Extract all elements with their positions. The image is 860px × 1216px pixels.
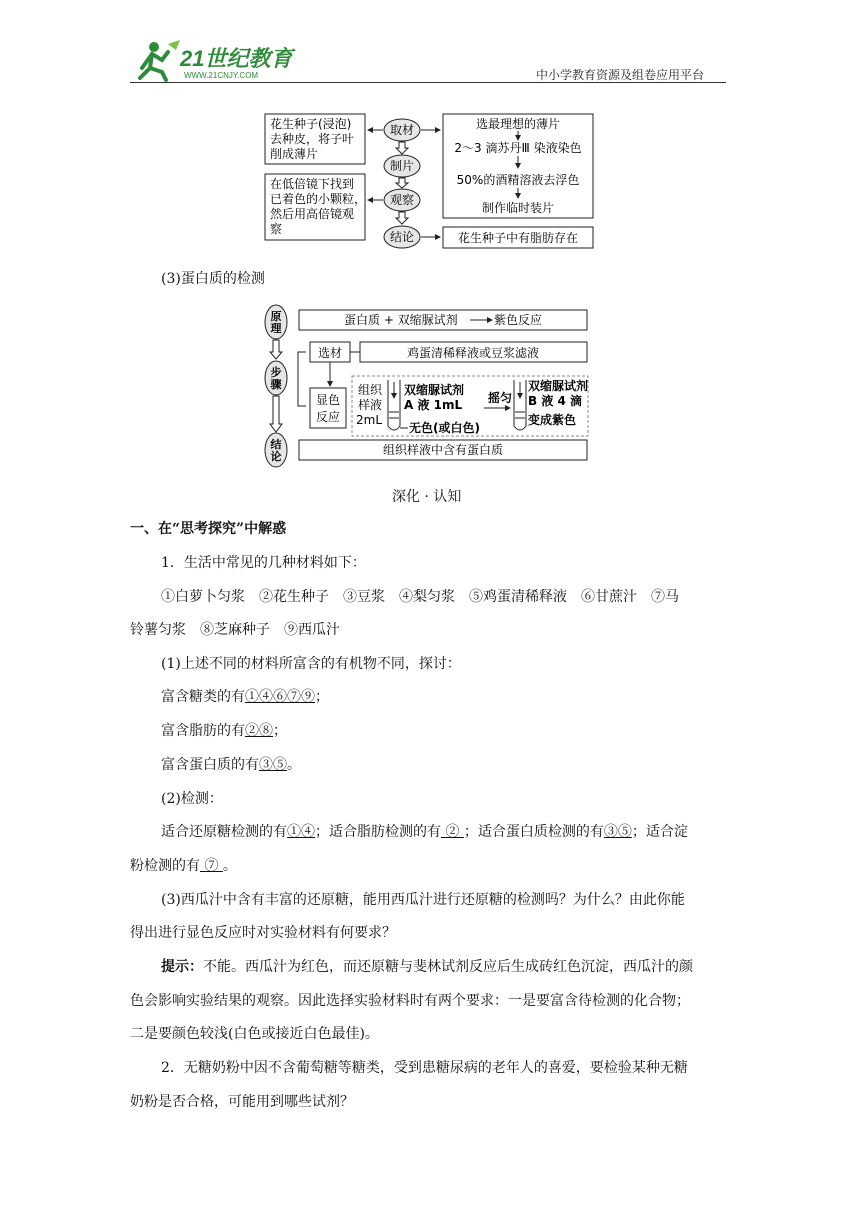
left-box1-line2: 去种皮，将子叶	[270, 132, 355, 146]
svg-text:WWW.21CNJY.COM: WWW.21CNJY.COM	[184, 71, 259, 80]
fat-conclusion: 花生种子中有脂肪存在	[457, 231, 579, 245]
left-box2-line2: 已着色的小颗粒，	[270, 192, 367, 206]
hint-line-3: 二是要颜色较浅(白色或接近白色最佳)。	[130, 1026, 379, 1042]
site-logo	[132, 38, 302, 82]
sugar-line: 富含糖类的有①④⑥⑦⑨；	[161, 689, 329, 705]
protein-answer: ③⑤	[259, 757, 287, 773]
protein-line: 富含蛋白质的有③⑤。	[161, 757, 301, 773]
side-conclusion-2: 论	[270, 450, 282, 463]
right-step-1: 选最理想的薄片	[475, 117, 561, 131]
right-step-4: 制作临时装片	[481, 201, 555, 215]
step-conclude: 结论	[389, 230, 415, 244]
left-box1-line1: 花生种子(浸泡)	[270, 117, 352, 131]
question-1c-1: (3)西瓜汁中含有丰富的还原糖，能用西瓜汁进行还原糖的检测吗？为什么？由此你能	[161, 892, 685, 908]
left-box1-line3: 削成薄片	[270, 147, 319, 161]
fat-detection-diagram	[262, 112, 598, 252]
select-label: 选材	[317, 346, 343, 360]
question-1c-2: 得出进行显色反应时对实验材料有何要求？	[130, 925, 396, 941]
reagent-a-2: A 液 1mL	[404, 398, 463, 412]
question-1a: (1)上述不同的材料所富含的有机物不同，探讨：	[161, 656, 461, 672]
reagent-a-1: 双缩脲试剂	[404, 383, 465, 397]
question-1b: (2)检测：	[161, 791, 223, 807]
principle-reaction: 蛋白质 + 双缩脲试剂	[344, 313, 458, 327]
right-step-2: 2～3 滴苏丹Ⅲ 染液染色	[454, 141, 582, 155]
reagent-b-2: B 液 4 滴	[528, 394, 583, 408]
hint-line-2: 色会影响实验结果的观察。因此选择实验材料时有两个要求：一是要富含待检测的化合物；	[130, 993, 690, 1009]
step-slide: 制片	[389, 159, 415, 173]
question-2-2: 奶粉是否合格，可能用到哪些试剂？	[130, 1094, 354, 1110]
shake-label: 摇匀	[488, 391, 513, 405]
material-list-2: 铃薯匀浆 ⑧芝麻种子 ⑨西瓜汁	[130, 622, 340, 638]
header-divider	[130, 82, 726, 83]
left-box2-line3: 然后用高倍镜观	[270, 207, 355, 221]
question-1: 1．生活中常见的几种材料如下：	[161, 555, 366, 571]
principle-result: 紫色反应	[494, 313, 543, 327]
test-tube-2	[514, 380, 526, 430]
sample-2: 样液	[358, 398, 383, 412]
reagent-b-1: 双缩脲试剂	[528, 379, 589, 393]
hint-line-1: 提示：不能。西瓜汁为红色，而还原糖与斐林试剂反应后生成砖红色沉淀，西瓜汁的颜	[161, 959, 693, 975]
protein-title: (3)蛋白质的检测	[161, 271, 265, 287]
step-take: 取材	[389, 123, 415, 137]
fat-line: 富含脂肪的有②⑧；	[161, 723, 287, 739]
colorless-label: 无色(或白色)	[409, 421, 480, 435]
side-principle-1: 原	[270, 310, 282, 323]
sugar-answer: ①④⑥⑦⑨	[245, 689, 315, 705]
color-label-2: 反应	[315, 410, 341, 424]
left-box2-line4: 察	[270, 222, 283, 236]
section-title: 深化 · 认知	[392, 489, 462, 505]
side-steps-2: 骤	[270, 378, 282, 391]
side-principle-2: 理	[270, 322, 282, 335]
becomes-purple: 变成紫色	[528, 413, 577, 427]
select-text: 鸡蛋清稀释液或豆浆滤液	[406, 346, 540, 360]
fat-answer: ②⑧	[245, 723, 273, 739]
protein-detection-diagram	[262, 302, 592, 468]
side-conclusion-1: 结	[270, 438, 282, 451]
sample-1: 组织	[358, 383, 383, 397]
svg-text:21世纪教育: 21世纪教育	[180, 46, 293, 71]
hint-label: 提示：	[161, 959, 203, 975]
right-step-3: 50%的酒精溶液去浮色	[456, 173, 580, 187]
color-label-1: 显色	[315, 393, 341, 407]
runner-icon	[140, 40, 180, 80]
material-list-1: ①白萝卜匀浆 ②花生种子 ③豆浆 ④梨匀浆 ⑤鸡蛋清稀释液 ⑥甘蔗汁 ⑦马	[161, 589, 679, 605]
side-steps-1: 步	[270, 366, 282, 379]
site-name: 中小学教育资源及组卷应用平台	[536, 68, 705, 82]
test-tube-1	[388, 380, 400, 430]
question-2-1: 2．无糖奶粉中因不含葡萄糖等糖类，受到患糖尿病的老年人的喜爱，要检验某种无糖	[161, 1060, 688, 1076]
sample-3: 2mL	[356, 413, 383, 427]
protein-conclusion: 组织样液中含有蛋白质	[382, 443, 504, 457]
step-observe: 观察	[389, 193, 415, 207]
detect-line-1: 适合还原糖检测的有①④；适合脂肪检测的有 ② ；适合蛋白质检测的有③⑤；适合淀	[161, 824, 688, 840]
detect-line-2: 粉检测的有 ⑦ 。	[130, 858, 237, 874]
left-box2-line1: 在低倍镜下找到	[270, 177, 355, 191]
heading-1: 一、在“思考探究”中解惑	[130, 521, 287, 537]
